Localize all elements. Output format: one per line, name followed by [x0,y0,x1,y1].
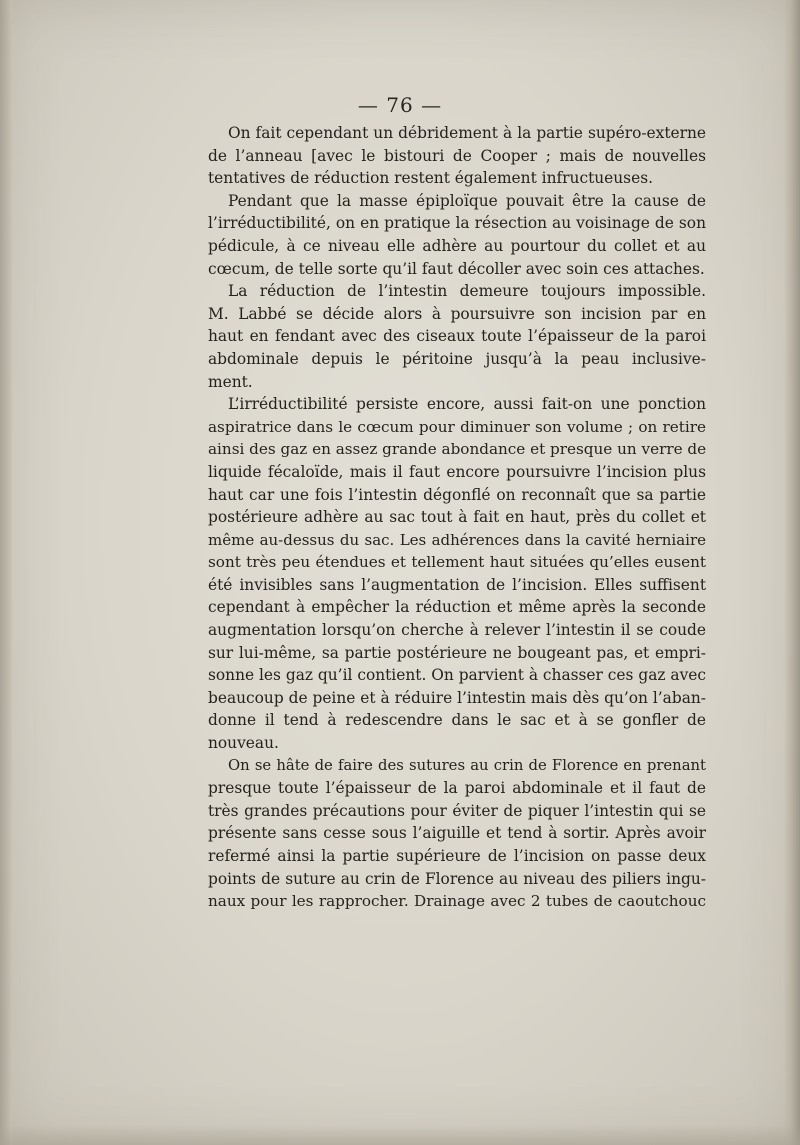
text-line: augmentation lorsqu’on cherche à relever l’intestin il se coude [208,621,706,640]
text-line: points de suture au crin de Florence au niveau des piliers ingu- [208,869,706,888]
text-line: sonne les gaz qu’il contient. On parvient à chasser ces gaz avec [208,666,706,685]
page-left-edge-shadow [0,0,12,1145]
text-line: refermé ainsi la partie supérieure de l’incision on passe deux [208,847,706,865]
text-line: naux pour les rapprocher. Drainage avec 2 tubes de caoutchouc [208,892,706,911]
text-line: pédicule, à ce niveau elle adhère au pourtour du collet et au [208,236,706,255]
page-number: — 76 — [357,93,443,117]
text-line: été invisibles sans l’augmentation de l’incision. Elles suffisent [208,575,706,594]
text-line: nouveau. [208,734,279,753]
text-line: L’irréductibilité persiste encore, aussi fait-on une ponction [228,395,706,414]
text-line: abdominale depuis le péritoine jusqu’à la peau inclusive- [208,349,706,368]
text-line: On se hâte de faire des sutures au crin de Florence en prenant [228,756,706,774]
text-line: La réduction de l’intestin demeure toujours impossible. [228,282,706,301]
text-line: de l’anneau [avec le bistouri de Cooper ; mais de nouvelles [208,146,706,165]
text-line: beaucoup de peine et à réduire l’intestin mais dès qu’on l’aban- [208,688,706,707]
body-text [208,122,706,913]
text-line: M. Labbé se décide alors à poursuivre son incision par en [208,304,706,323]
text-line: Pendant que la masse épiploïque pouvait être la cause de [228,191,706,210]
page-bottom-edge-shadow [0,1125,800,1145]
text-line: sur lui-même, sa partie postérieure ne bougeant pas, et empri- [208,643,706,662]
page-right-edge-shadow [784,0,800,1145]
text-line: ment. [208,372,253,391]
text-line: haut car une fois l’intestin dégonflé on reconnaît que sa partie [208,485,706,504]
text-line: ainsi des gaz en assez grande abondance et presque un verre de [208,440,706,459]
text-line: sont très peu étendues et tellement haut situées qu’elles eusent [208,553,706,572]
text-line: l’irréductibilité, on en pratique la résection au voisinage de son [208,214,706,233]
text-line: liquide fécaloïde, mais il faut encore poursuivre l’incision plus [208,462,706,481]
text-line: haut en fendant avec des ciseaux toute l’épaisseur de la paroi [208,327,706,346]
text-line: cependant à empêcher la réduction et même après la seconde [208,598,706,617]
text-line: tentatives de réduction restent également infructueuses. [208,169,653,188]
text-line: aspiratrice dans le cœcum pour diminuer son volume ; on retire [208,417,706,436]
text-line: postérieure adhère au sac tout à fait en haut, près du collet et [208,508,706,527]
text-line: On fait cependant un débridement à la partie supéro-externe [228,124,706,142]
text-line: très grandes précautions pour éviter de piquer l’intestin qui se [208,801,706,820]
text-line: presque toute l’épaisseur de la paroi abdominale et il faut de [208,779,706,798]
text-line: même au-dessus du sac. Les adhérences dans la cavité herniaire [208,530,706,549]
text-line: donne il tend à redescendre dans le sac et à se gonfler de [208,711,706,730]
text-line: cœcum, de telle sorte qu’il faut décoller avec soin ces attaches. [208,259,705,278]
text-line: présente sans cesse sous l’aiguille et tend à sortir. Après avoir [208,824,706,843]
